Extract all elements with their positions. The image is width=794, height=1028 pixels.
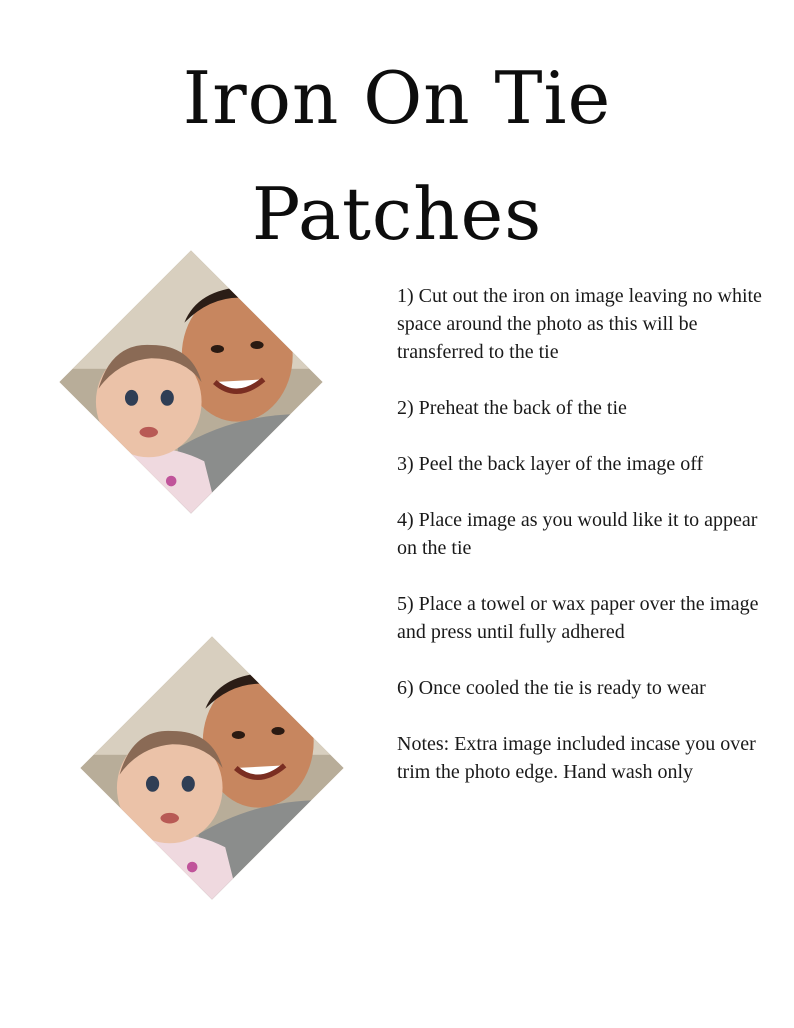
title-line-1: Iron On Tie [182,56,612,140]
step-5: 5) Place a towel or wax paper over the image and press until fully adhered [397,593,759,643]
father-baby-photo-icon [59,250,322,513]
notes: Notes: Extra image included incase you over trim the photo edge. Hand wash only [397,733,756,783]
page-title [0,40,794,272]
step-1: 1) Cut out the iron on image leaving no white space around the photo as this will be transferred to the tie [397,285,762,363]
patch-photo-2 [80,636,343,899]
step-2: 2) Preheat the back of the tie [397,397,627,419]
step-3: 3) Peel the back layer of the image off [397,453,704,475]
instructions-list [397,282,767,814]
step-6: 6) Once cooled the tie is ready to wear [397,677,706,699]
father-baby-photo-icon [80,636,343,899]
patch-photo-1 [59,250,322,513]
title-line-2: Patches [251,172,543,256]
step-4: 4) Place image as you would like it to appear on the tie [397,509,758,559]
